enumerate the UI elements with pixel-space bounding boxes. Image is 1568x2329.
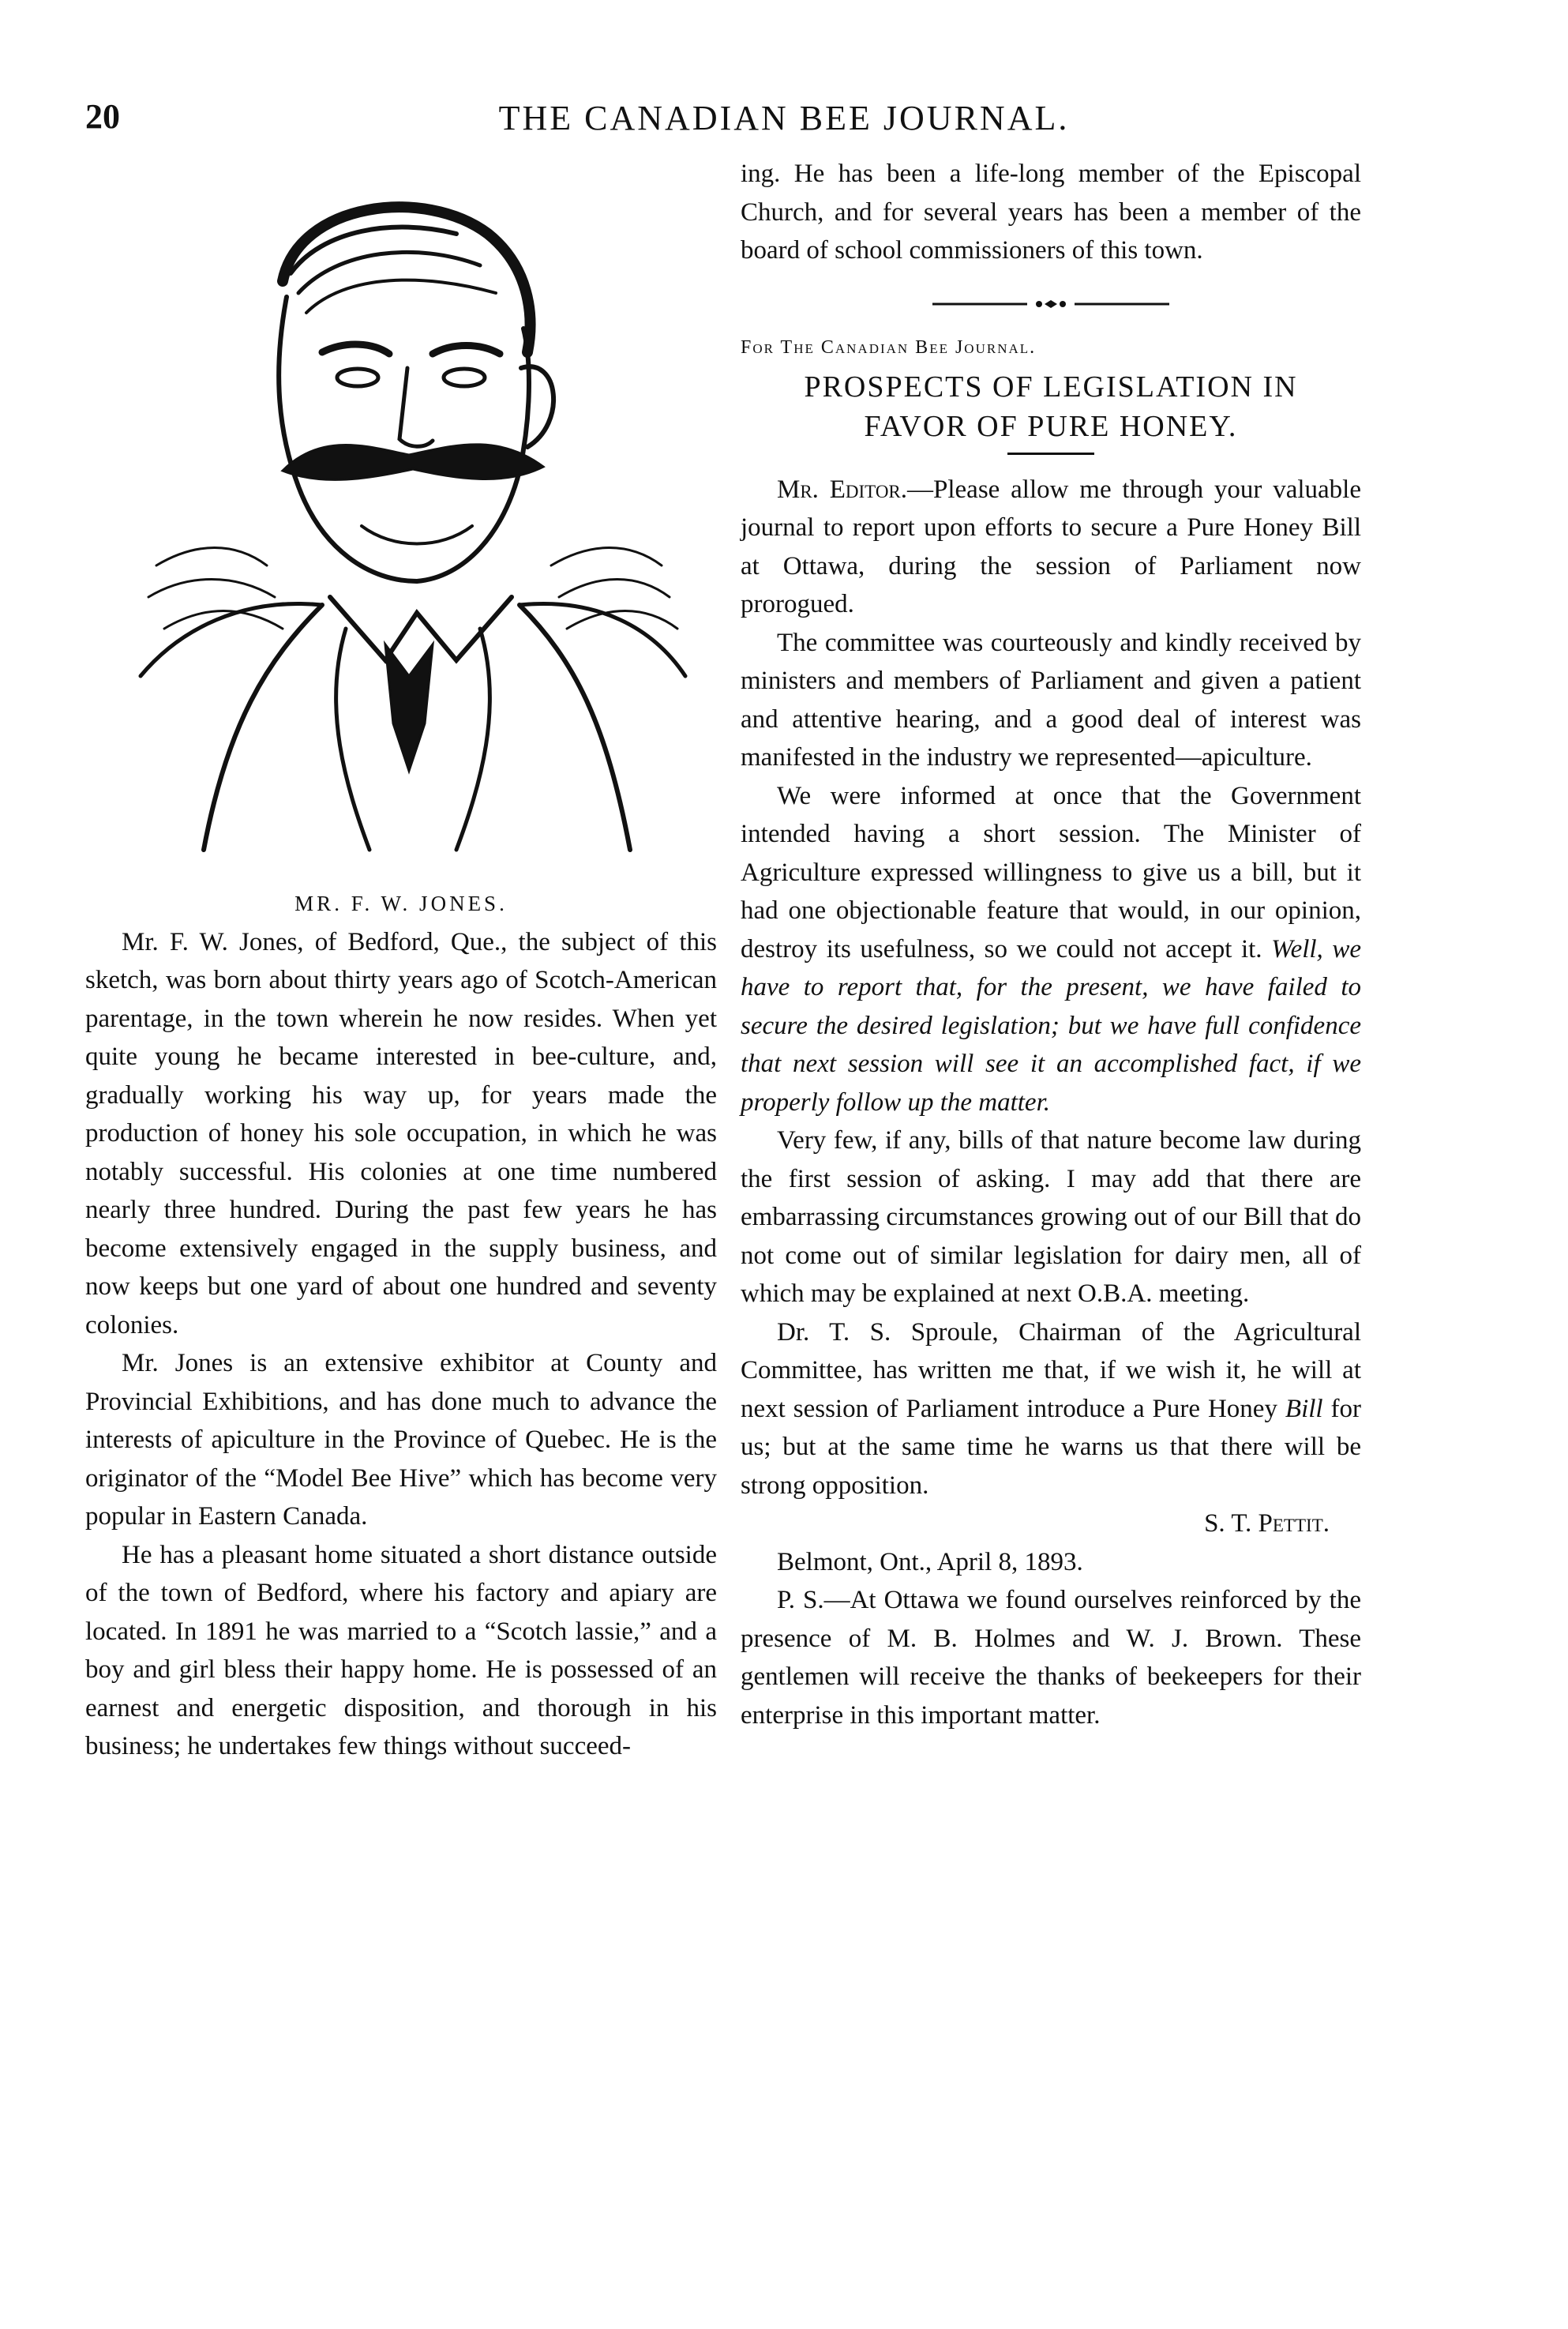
biography-paragraph-3: He has a pleasant home situated a short distance outside of the town of Bedford, where his factory and apiary are located. In 1891 he was married to a “Scotch lassie,” and a boy and girl bless their happy home. He is possessed of an earnest and energetic disposition, and thorough in his business; he undertakes few things without succeed- — [85, 1540, 717, 1760]
article-paragraph-3-emphasis: Well, we have to report that, for the present, we have failed to secure the desired legislation; but we have full confidence that next session will see it an accomplished fact, if we properly follow up the matter. — [741, 934, 1362, 1117]
article-paragraph-2: The committee was courteously and kindly received by ministers and members of Parliament and given a patient and attentive hearing, and a good deal of interest was manifested in the industry we represented—apiculture. — [741, 628, 1361, 772]
salutation: Mr. Editor. — [777, 475, 908, 504]
ornamental-rule — [741, 283, 1361, 321]
postscript: P. S.—At Ottawa we found ourselves reinforced by the presence of M. B. Holmes and W. J. Brown. These gentlemen will receive the thanks of beekeepers for their enterprise in this important matter. — [741, 1586, 1361, 1730]
author-signature: S. T. Pettit. — [1204, 1509, 1330, 1538]
biography-continuation: ing. He has been a life-long member of the Episcopal Church, and for several years has been a member of the board of school commissioners of this town. — [741, 160, 1361, 265]
running-head: THE CANADIAN BEE JOURNAL. — [498, 99, 1070, 137]
article-paragraph-1-text: —Please allow me through your valuable journal to report upon efforts to secure a Pure Honey Bill at Ottawa, during the session of Parliament now prorogued. — [741, 475, 1361, 618]
dateline: Belmont, Ont., April 8, 1893. — [777, 1547, 1083, 1576]
biography-paragraph-2: Mr. Jones is an extensive exhibitor at County and Provincial Exhibitions, and has done much to advance the interests of apiculture in the Province of Quebec. He is the originator of the “Model Bee Hive” which has become very popular in Eastern Canada. — [85, 1349, 717, 1531]
biography-paragraph-1: Mr. F. W. Jones, of Bedford, Que., the subject of this sketch, was born about thirty years ago of Scotch-American parentage, in the town wherein he now resides. When yet quite young he became interested in bee-culture, and, gradually working his way up, for years made the production of honey his sole occupation, in which he was notably successful. His colonies at one time numbered nearly three hundred. During the past few years he has become extensively engaged in the supply business, and now keeps but one yard of about one hundred and seventy colonies. — [85, 927, 717, 1339]
article-paragraph-1 — [741, 471, 1361, 624]
headline-rule — [1007, 453, 1094, 455]
article-paragraph-3 — [741, 777, 1361, 1122]
article-paragraph-3-text: We were informed at once that the Government intended having a short session. The Minister of Agriculture expressed willingness to give us a bill, but it had one objectionable feature that would, in our opinion, destroy its usefulness, so we could not accept it. — [741, 781, 1361, 964]
article-paragraph-5 — [741, 1313, 1361, 1505]
right-column — [741, 155, 1361, 1734]
portrait-engraving — [85, 155, 717, 881]
headline-line-2: FAVOR OF PURE HONEY. — [864, 409, 1238, 443]
portrait-caption: MR. F. W. JONES. — [294, 892, 508, 915]
article-paragraph-5-text-a: Dr. T. S. Sproule, Chairman of the Agricultural Committee, has written me that, if we wish it, he will at next session of Parliament introduce a Pure Honey — [741, 1317, 1361, 1423]
article-paragraph-5-bill: Bill — [1285, 1394, 1323, 1423]
article-headline — [741, 367, 1361, 446]
article-paragraph-5-text-b: for us; but at the same time he warns us that there will be strong opposition. — [741, 1394, 1362, 1500]
left-column — [85, 155, 717, 1766]
article-paragraph-4: Very few, if any, bills of that nature become law during the first session of asking. I may add that there are embarrassing circumstances growing out of our Bill that do not come out of similar legislation for dairy men, all of which may be explained at next O.B.A. meeting. — [741, 1126, 1361, 1308]
page-number: 20 — [85, 97, 120, 136]
article-kicker: For The Canadian Bee Journal. — [741, 337, 1037, 358]
headline-line-1: PROSPECTS OF LEGISLATION IN — [804, 370, 1298, 404]
